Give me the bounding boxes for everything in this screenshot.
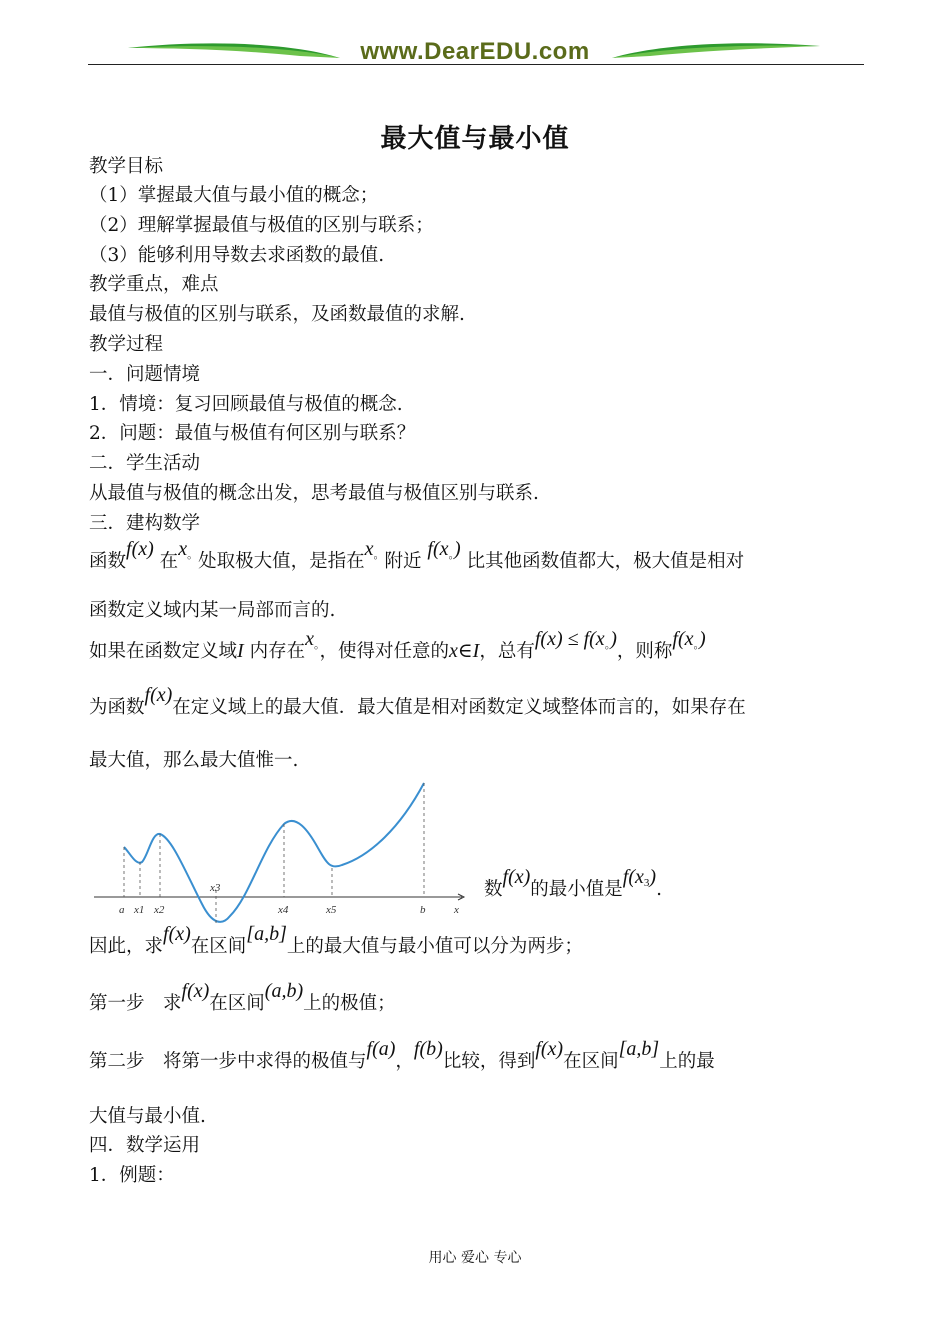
math-interval-closed: [a,b] [246, 923, 287, 945]
text: 的最小值是 [530, 879, 623, 900]
paragraph-max-definition [89, 628, 706, 670]
graph-label-a: a [119, 904, 125, 916]
function-graph-figure [90, 778, 470, 928]
text: 上的最大值与最小值可以分为两步； [286, 936, 583, 957]
math-x0: $x_。$ [364, 538, 385, 561]
graph-labels [119, 882, 459, 916]
example-heading: 1．例题： [89, 1165, 175, 1186]
math-x-in-I: x∈I [449, 640, 480, 662]
text: 比其他函数值都大，极大值是相对 [466, 551, 745, 572]
graph-label-x3: x3 [210, 882, 221, 894]
math-x0: $x_。$ [178, 538, 199, 561]
text: 因此，求 [89, 936, 164, 957]
math-x0: $x_。$ [305, 628, 320, 651]
section-heading-application: 四．数学运用 [89, 1135, 201, 1156]
function-curve [124, 783, 424, 922]
document-title: 最大值与最小值 [380, 124, 570, 154]
graph-label-b: b [420, 904, 426, 916]
text: 第二步 将第一步中求得的极值与 [89, 1051, 367, 1072]
math-fx: f(x) [181, 980, 210, 1002]
math-fx: f(x) [502, 866, 531, 888]
paragraph-local-max [89, 538, 745, 580]
text: 比较，得到 [442, 1051, 536, 1072]
text: 在区间 [563, 1051, 619, 1072]
objective-item: （3）能够利用导数去求函数的最值. [89, 245, 385, 266]
section-heading-objectives: 教学目标 [89, 156, 164, 177]
paragraph-steps-intro [89, 923, 583, 960]
paragraph-step-one [89, 980, 396, 1017]
text: 内存在 [249, 641, 306, 662]
text: ， [395, 1051, 414, 1072]
text: 数 [484, 879, 503, 900]
graph-label-x1: x1 [134, 904, 145, 916]
text: ，使得对任意的 [319, 641, 449, 662]
text: 在定义域上的最大值．最大值是相对函数定义域整体而言的，如果存在 [172, 697, 746, 718]
text: 在 [159, 551, 179, 572]
subsection-heading: 二．学生活动 [89, 453, 201, 474]
math-interval-closed: [a,b] [618, 1038, 660, 1060]
math-I: I [237, 640, 244, 662]
list-item: 1．情境：复习回顾最值与极值的概念. [89, 394, 403, 415]
objective-item: （2）理解掌握最值与极值的区别与联系； [89, 215, 434, 236]
text: 如果在函数定义域 [89, 641, 238, 662]
math-fx: f(x) [126, 538, 154, 560]
text: 为函数 [89, 697, 145, 718]
graph-label-x4: x4 [278, 904, 289, 916]
text: 函数 [89, 551, 127, 572]
text: ，则称 [616, 641, 673, 662]
list-item: 2．问题：最值与极值有何区别与联系？ [89, 423, 416, 444]
math-fx: f(x) [144, 684, 173, 706]
paragraph-step-two [89, 1038, 715, 1075]
subsection-heading: 一．问题情境 [89, 364, 201, 385]
text: 在区间 [190, 936, 247, 957]
paragraph: 函数定义域内某一局部而言的. [89, 600, 336, 621]
paragraph: 最大值，那么最大值惟一. [89, 750, 299, 771]
paragraph-max-definition-cont [89, 684, 746, 721]
graph-label-x5: x5 [326, 904, 337, 916]
math-fx3: $f(x_3)$ [622, 866, 657, 889]
math-interval-open: (a,b) [264, 980, 304, 1002]
subsection-heading: 三．建构数学 [89, 513, 201, 534]
page-footer: 用心 爱心 专心 [428, 1250, 522, 1266]
objective-item: （1）掌握最大值与最小值的概念； [89, 185, 379, 206]
math-fa: f(a) [366, 1038, 396, 1060]
math-fx0: $f(x_。)$ [427, 538, 461, 561]
paragraph: 大值与最小值. [89, 1106, 206, 1127]
graph-label-x: x [454, 904, 459, 916]
text: 上的最 [659, 1051, 715, 1072]
site-logo-text: www.DearEDU.com [360, 38, 590, 65]
guide-lines [124, 783, 424, 924]
text: 附近 [384, 551, 422, 572]
math-fx0: $f(x_。)$ [672, 628, 706, 651]
text: 处取极大值，是指在 [198, 551, 365, 572]
graph-label-x2: x2 [154, 904, 165, 916]
math-fx: f(x) [535, 1038, 564, 1060]
paragraph: 最值与极值的区别与联系，及函数最值的求解. [89, 304, 465, 325]
section-heading-keypoints: 教学重点，难点 [89, 274, 219, 295]
paragraph: 从最值与极值的概念出发，思考最值与极值区别与联系. [89, 483, 539, 504]
text: 上的极值； [303, 993, 396, 1014]
page-header [0, 0, 950, 72]
section-heading-process: 教学过程 [89, 334, 164, 355]
text: 在区间 [209, 993, 265, 1014]
text: 第一步 求 [89, 993, 182, 1014]
header-rule [88, 64, 864, 65]
math-fx: f(x) [163, 923, 191, 945]
math-fb: f(b) [413, 1038, 443, 1060]
graph-caption [484, 866, 662, 908]
text: ，总有 [479, 641, 535, 662]
text: . [656, 879, 662, 900]
math-inequality: $f(x) \le f(x_。)$ [534, 628, 617, 651]
